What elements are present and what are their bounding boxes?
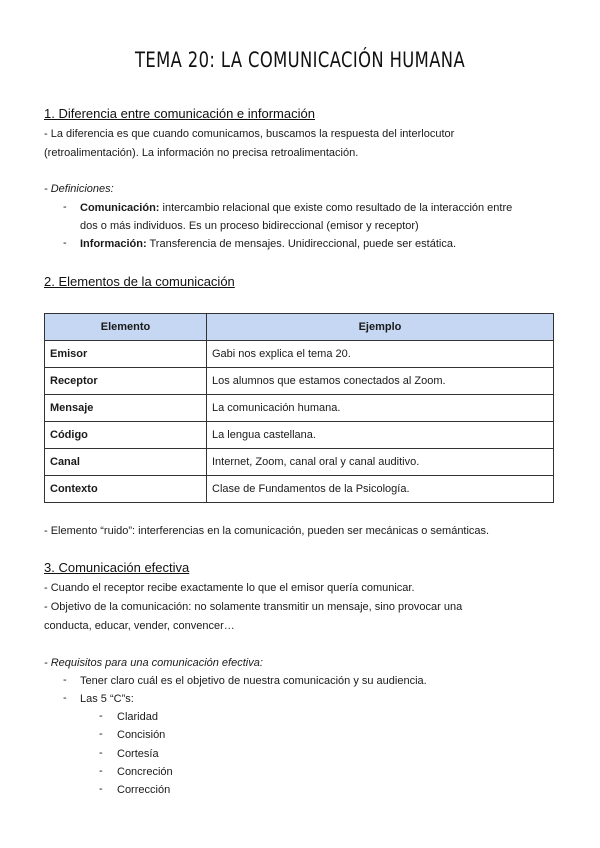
table-row bbox=[45, 422, 554, 449]
table-header-cell: Elemento bbox=[45, 314, 207, 341]
table-cell-example: La comunicación humana. bbox=[207, 395, 554, 422]
sub-bullet-dash: - bbox=[99, 765, 103, 777]
table-cell-example: Los alumnos que estamos conectados al Zoom. bbox=[207, 368, 554, 395]
sub-bullet-dash: - bbox=[99, 728, 103, 740]
bullet-dash: - bbox=[63, 692, 67, 704]
table-header-row bbox=[45, 314, 554, 341]
table-cell-example: La lengua castellana. bbox=[207, 422, 554, 449]
c-item: Concreción bbox=[117, 766, 173, 778]
section2-heading: 2. Elementos de la comunicación bbox=[44, 274, 235, 289]
bullet-dash: - bbox=[63, 201, 67, 213]
section1-line2: (retroalimentación). La información no precisa retroalimentación. bbox=[44, 147, 359, 159]
section3-line1: - Cuando el receptor recibe exactamente lo que el emisor quería comunicar. bbox=[44, 582, 415, 594]
table-cell-element: Canal bbox=[45, 449, 207, 476]
definition-term: Comunicación: bbox=[80, 202, 160, 214]
definition-comunicacion bbox=[80, 199, 512, 217]
sub-bullet-dash: - bbox=[99, 747, 103, 759]
table-cell-example: Gabi nos explica el tema 20. bbox=[207, 341, 554, 368]
section1-line1: - La diferencia es que cuando comunicamos, buscamos la respuesta del interlocutor bbox=[44, 128, 455, 140]
table-row bbox=[45, 476, 554, 503]
table-cell-element: Receptor bbox=[45, 368, 207, 395]
definition-text: intercambio relacional que existe como resultado de la interacción entre bbox=[159, 202, 513, 214]
requirement-2: Las 5 “C”s: bbox=[80, 693, 134, 705]
c-item: Cortesía bbox=[117, 748, 159, 760]
table-cell-element: Emisor bbox=[45, 341, 207, 368]
table-cell-example: Clase de Fundamentos de la Psicología. bbox=[207, 476, 554, 503]
table-header-cell: Ejemplo bbox=[207, 314, 554, 341]
c-item: Concisión bbox=[117, 729, 166, 741]
page-title: TEMA 20: LA COMUNICACIÓN HUMANA bbox=[134, 48, 466, 72]
definition-term: Información: bbox=[80, 238, 147, 250]
bullet-dash: - bbox=[63, 237, 67, 249]
c-item: Corrección bbox=[117, 784, 171, 796]
noise-note: - Elemento “ruido”: interferencias en la comunicación, pueden ser mecánicas o semánticas. bbox=[44, 525, 490, 537]
sub-bullet-dash: - bbox=[99, 783, 103, 795]
table-cell-example: Internet, Zoom, canal oral y canal auditivo. bbox=[207, 449, 554, 476]
requirement-1: Tener claro cuál es el objetivo de nuestra comunicación y su audiencia. bbox=[80, 675, 427, 687]
table-cell-element: Contexto bbox=[45, 476, 207, 503]
table-row bbox=[45, 449, 554, 476]
table-row bbox=[45, 395, 554, 422]
c-item: Claridad bbox=[117, 711, 158, 723]
definitions-label: - Definiciones: bbox=[44, 183, 114, 195]
definition-comunicacion-cont: dos o más individuos. Es un proceso bidireccional (emisor y receptor) bbox=[80, 220, 419, 232]
table-cell-element: Código bbox=[45, 422, 207, 449]
bullet-dash: - bbox=[63, 674, 67, 686]
elements-table bbox=[44, 313, 554, 503]
definition-informacion bbox=[80, 235, 456, 253]
sub-bullet-dash: - bbox=[99, 710, 103, 722]
table-row bbox=[45, 368, 554, 395]
table-row bbox=[45, 341, 554, 368]
section3-line3: conducta, educar, vender, convencer… bbox=[44, 620, 235, 632]
definition-text: Transferencia de mensajes. Unidireccional, puede ser estática. bbox=[146, 238, 457, 250]
requirements-label: - Requisitos para una comunicación efectiva: bbox=[44, 657, 263, 669]
table-cell-element: Mensaje bbox=[45, 395, 207, 422]
section3-line2: - Objetivo de la comunicación: no solamente transmitir un mensaje, sino provocar una bbox=[44, 601, 463, 613]
section3-heading: 3. Comunicación efectiva bbox=[44, 560, 190, 575]
section1-heading: 1. Diferencia entre comunicación e información bbox=[44, 106, 315, 121]
